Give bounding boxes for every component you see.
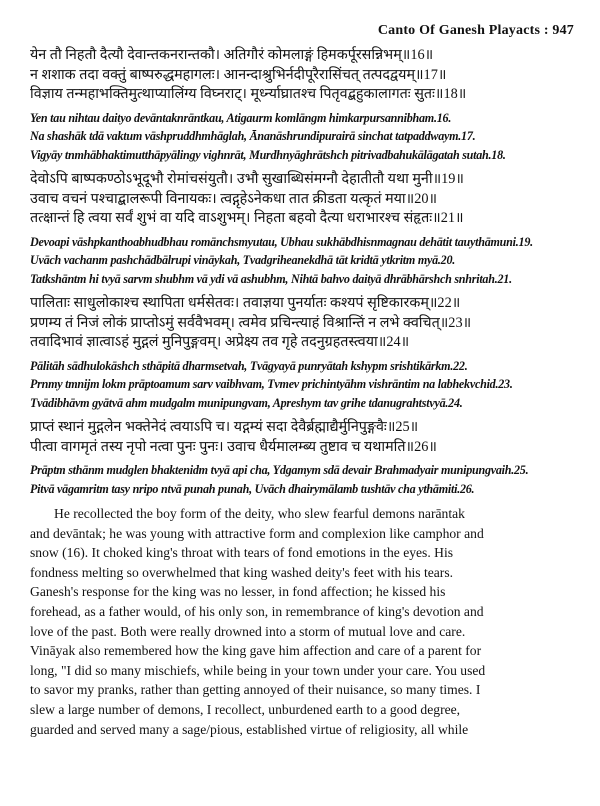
commentary-line: love of the past. Both were really drowned into a storm of mutual love and care. [30, 623, 466, 639]
transliteration-22-24 [30, 357, 574, 412]
sanskrit-verse-line: पीत्वा वागमृतं तस्य नृपो नत्वा पुनः पुनः। उवाच धैर्यमालम्ब्य तुष्टाव च यथामति॥26॥ [30, 438, 437, 455]
transliteration-line: Pitvā vāgamritm tasy nripo ntvā punah punah, Uvāch dhairymālamb tushtāv cha ythāmiti.26. [30, 481, 475, 496]
sanskrit-verse-line: तत्क्षान्तं हि त्वया सर्वं शुभं वा यदि वाऽशुभम्। निहता बहवो दैत्या धराभारश्च संहृतः॥21॥ [30, 210, 464, 227]
transliteration-16-18 [30, 109, 574, 164]
sanskrit-verses-22-24 [30, 294, 574, 353]
english-commentary [30, 504, 574, 739]
sanskrit-verse-line: न शशाक तदा वक्तुं बाष्परुद्धमहागलः। आनन्दाश्रुभिर्नदीपूरैरासिंचत् तत्पदद्वयम्॥17॥ [30, 66, 447, 83]
commentary-paragraph [30, 504, 574, 739]
sanskrit-verses-19-21 [30, 170, 574, 229]
commentary-line: He recollected the boy form of the deity, who slew fearful demons narāntak [54, 506, 465, 521]
transliteration-19-21 [30, 233, 574, 288]
sanskrit-verse-line: पालिताः साधुलोकाश्च स्थापिता धर्मसेतवः। तवाज्ञया पुनर्यातः कश्यपं सृष्टिकारकम्॥22॥ [30, 295, 461, 311]
commentary-line: guarded and served many a sage/pious, established virtue of religiosity, all while [30, 721, 469, 737]
sanskrit-verse-line: देवोऽपि बाष्पकण्ठोऽभूदूभौ रोमांचसंयुतौ। उभौ सुखाब्धिसंमग्नौ देहातीतौ यथा मुनी॥19॥ [30, 171, 464, 187]
sanskrit-verse-line: उवाच वचनं पश्चाद्बालरूपी विनायकः। त्वद्गृहेऽनेकधा तात क्रीडता यत्कृतं मया॥20॥ [30, 190, 438, 207]
sanskrit-verses-25-26 [30, 418, 574, 457]
transliteration-line: Yen tau nihtau daityo devāntaknrāntkau, Atigaurm komlāngm himkarpursannibham.16. [30, 110, 452, 125]
commentary-line: slew a large number of demons, I recollect, unburdened earth to a good degree, [30, 701, 461, 717]
transliteration-25-26 [30, 461, 574, 498]
running-header: Canto Of Ganesh Playacts : 947 [377, 23, 574, 38]
commentary-line: fondness melting so overwhelmed that king washed deity's feet with his tears. [30, 564, 454, 580]
commentary-line: and devāntak; he was young with attractive form and complexion like camphor and [30, 525, 484, 541]
commentary-line: Vināyak also remembered how the king gave him affection and care of a parent for [30, 643, 482, 659]
sanskrit-verse-line: तवादिभावं ज्ञात्वाऽहं मुद्गलं मुनिपुङ्गवम्। अप्रेक्ष्य तव गृहे तदनुग्रहतस्त्वया॥24॥ [30, 334, 410, 351]
transliteration-line: Prāptm sthānm mudglen bhaktenidm tvyā api cha, Ydgamym sdā devair Brahmadyair munipungvaih.25. [30, 463, 529, 478]
commentary-line: snow (16). It choked king's throat with tears of fond emotions in the eyes. His [30, 545, 454, 561]
transliteration-line: Pālitāh sādhulokāshch sthāpitā dharmsetvah, Tvāgyayā punryātah kshypm srishtikārkm.22. [30, 358, 468, 373]
transliteration-line: Prnmy tmnijm lokm prāptoamum sarv vaibhvam, Tvmev prichintyāhm vishrāntim na labhekvchid.23. [30, 377, 513, 392]
transliteration-line: Devoapi vāshpkanthoabhudbhau romānchsmyutau, Ubhau sukhābdhisnmagnau dehātit tauythāmuni.19. [30, 234, 533, 249]
commentary-line: Ganesh's response for the king was no lesser, in fond affection; he kissed his [30, 584, 446, 600]
transliteration-line: Na shashāk tdā vaktum vāshpruddhmhāglah, Ānanāshrundipurairā sinchat tatpaddwaym.17. [30, 129, 476, 144]
sanskrit-verse-line: प्राप्तं स्थानं मुद्गलेन भक्तेनेदं त्वयाऽपि च। यद्गम्यं सदा देवैर्ब्रह्माद्यैर्मुनिपुङ्गवैः॥25॥ [30, 419, 419, 435]
commentary-line: to savor my pranks, rather than getting annoyed of their nuisance, so many times. I [30, 682, 481, 698]
transliteration-line: Tatkshāntm hi tvyā sarvm shubhm vā ydi vā ashubhm, Nihtā bahvo daityā dhrābhārshch snhritah.21. [30, 271, 512, 286]
sanskrit-verse-line: विज्ञाय तन्महाभक्तिमुत्थाप्यालिंग्य विघ्नराट्। मूर्ध्न्याघ्रातश्च पितृवद्बहुकालागतः सुतः॥18॥ [30, 86, 467, 103]
commentary-line: forehead, as a father would, of his only son, in remembrance of king's devotion and [30, 603, 484, 619]
sanskrit-verse-line: प्रणम्य तं निजं लोकं प्राप्तोऽमुं सर्ववैभवम्। त्वमेव प्रचिन्त्याहं विश्रान्तिं न लभे क्वचित्॥23॥ [30, 314, 472, 331]
commentary-line: long, "I did so many mischiefs, while being in your town under your care. You used [30, 662, 486, 678]
sanskrit-verses-16-18 [30, 46, 574, 105]
transliteration-line: Tvādibhāvm gyātvā ahm mudgalm munipungvam, Apreshym tav grihe tdanugrahtstvyā.24. [30, 395, 463, 410]
sanskrit-verse-line: येन तौ निहतौ दैत्यौ देवान्तकनरान्तकौ। अतिगौरं कोमलाङ्गं हिमकर्पूरसन्निभम्॥16॥ [30, 47, 434, 63]
transliteration-line: Uvāch vachanm pashchādbālrupi vināykah, Tvadgriheanekdhā tāt kridtā ytkritm myā.20. [30, 253, 456, 268]
transliteration-line: Vigyāy tnmhābhaktimutthāpyālingy vighnrāt, Murdhnyāghrātshch pitrivadbahukālāgatah sutah.18. [30, 147, 506, 162]
